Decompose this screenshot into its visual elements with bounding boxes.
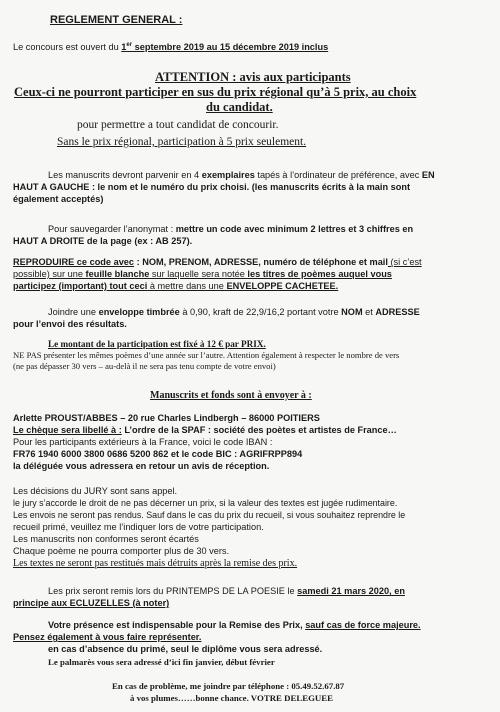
p1-text-b: exemplaires — [201, 170, 255, 180]
p3-text-i: à mettre dans une — [147, 281, 227, 291]
attention-line-2: du candidat. — [206, 100, 273, 114]
jury-line-3: Les envois ne seront pas rendus. Sauf dans le cas du prix du recueil, si vous souhaitez reprendre le — [13, 510, 406, 520]
envoi-cheque — [13, 425, 397, 436]
presence-line-3: en cas d’absence du primé, seul le diplôme vous sera adressé. — [48, 644, 323, 654]
p4-text-e: et — [362, 307, 376, 317]
dates-sup: er — [126, 41, 133, 48]
presence-text-b: sauf cas de force majeure. — [305, 620, 421, 630]
envoi-ext: Pour les participants extérieurs à la France, voici le code IBAN : — [13, 437, 273, 447]
p4-text-c: à 0,90, kraft de 22,9/16,2 portant votre — [179, 307, 342, 317]
p3-line-2 — [13, 269, 392, 280]
jury-line-4: recueil primé, veuillez me l’indiquer lors de votre participation. — [13, 522, 264, 532]
p1-text-f: (les manuscrits écrits à la main sont — [249, 182, 411, 192]
p1-text-c: tapés à l’ordinateur de préférence, avec — [254, 170, 422, 180]
footer-line-1: En cas de problème, me joindre par téléphone : 05.49.52.67.87 — [112, 681, 345, 691]
envoi-address: Arlette PROUST/ABBES – 20 rue Charles Lindbergh – 86000 POITIERS — [13, 413, 320, 423]
jury-line-6: Chaque poème ne pourra comporter plus de 30 vers. — [13, 546, 230, 556]
p3-text-j: ENVELOPPE CACHETEE. — [226, 281, 339, 291]
p1-text-e: HAUT A GAUCHE : le nom et le numéro du prix choisi. — [13, 182, 250, 192]
p4-text-b: enveloppe timbrée — [98, 307, 180, 317]
p3-text-h: participez (important) tout ceci — [13, 281, 148, 291]
p4-text-d: NOM — [341, 307, 363, 317]
p5-line-2: NE PAS présenter les mêmes poèmes d’une année sur l’autre. Attention également à respecter le nombre de vers — [13, 350, 400, 360]
p4-text-a: Joindre une — [48, 307, 99, 317]
p2-text-b: mettre un code avec minimum 2 lettres et 3 chiffres en — [175, 224, 414, 234]
envoi-receipt: la déléguée vous adressera en retour un avis de réception. — [13, 461, 270, 471]
p3-text-d: possible) sur une — [13, 269, 86, 279]
p3-line-1 — [13, 257, 422, 268]
attention-line-3: pour permettre a tout candidat de concourir. — [77, 119, 279, 131]
remise-line-2: principe aux ECLUZELLES (à noter) — [13, 598, 170, 608]
contest-dates — [13, 42, 328, 53]
jury-line-1: Les décisions du JURY sont sans appel. — [13, 486, 178, 496]
p1-line-3: également acceptés) — [13, 194, 104, 204]
p2-line-1 — [48, 224, 413, 235]
remise-line-1 — [48, 586, 405, 597]
p4-text-f: ADRESSE — [375, 307, 420, 317]
jury-line-7: Les textes ne seront pas restitués mais détruits après la remise des prix. — [13, 558, 298, 569]
footer-line-2: à vos plumes……bonne chance. VOTRE DELEGUEE — [130, 693, 334, 703]
p1-line-2 — [13, 182, 410, 193]
presence-line-4: Le palmarès vous sera adressé d’ici fin janvier, début février — [48, 657, 275, 667]
attention-line-4: Sans le prix régional, participation à 5 prix seulement. — [57, 136, 307, 148]
p3-text-g: les titres de poèmes auquel vous — [247, 269, 392, 279]
presence-line-1 — [48, 620, 421, 631]
p3-text-c: (si c’est — [387, 257, 422, 267]
dates-day: 1 — [121, 42, 127, 52]
p5-line-1: Le montant de la participation est fixé à 12 € par PRIX. — [48, 339, 266, 349]
p4-line-1 — [48, 307, 420, 318]
jury-line-2: le jury s’accorde le droit de ne pas décerner un prix, si la valeur des textes est jugée rudimentaire. — [13, 498, 398, 508]
cheque-text: L’ordre de la SPAF : société des poètes et artistes de France… — [121, 425, 397, 435]
p1-line-1 — [48, 170, 435, 181]
p1-text-a: Les manuscrits devront parvenir en 4 — [48, 170, 202, 180]
p3-text-b: : NOM, PRENOM, ADRESSE, numéro de téléphone et mail — [134, 257, 388, 267]
presence-text-a: Votre présence est indispensable pour la Remise des Prix, — [48, 620, 306, 630]
envoi-heading: Manuscrits et fonds sont à envoyer à : — [150, 390, 312, 401]
jury-line-5: Les manuscrits non conformes seront écartés — [13, 534, 199, 544]
remise-text-a: Les prix seront remis lors du PRINTEMPS DE LA POESIE le — [48, 586, 298, 596]
p4-line-2: pour l’envoi des résultats. — [13, 319, 127, 329]
p2-text-a: Pour sauvegarder l’anonymat : — [48, 224, 176, 234]
p2-line-2: HAUT A DROITE de la page (ex : AB 257). — [13, 236, 193, 246]
p3-text-f: sur laquelle sera notée — [149, 269, 248, 279]
dates-range — [121, 42, 328, 52]
p1-text-d: EN — [421, 170, 435, 180]
remise-text-b: samedi 21 mars 2020, en — [297, 586, 405, 596]
attention-heading: ATTENTION : avis aux participants — [155, 70, 351, 84]
dates-rest: septembre 2019 au 15 décembre 2019 inclus — [132, 42, 329, 52]
envoi-iban: FR76 1940 6000 3800 0686 5200 862 et le code BIC : AGRIFRPP894 — [13, 449, 303, 459]
p3-text-a: REPRODUIRE ce code avec — [13, 257, 135, 267]
p3-text-e: feuille blanche — [85, 269, 150, 279]
cheque-label: Le chèque sera libellé à : — [13, 425, 122, 435]
p5-line-3: (ne pas dépasser 30 vers – au-delà il ne sera pas tenu compte de votre envoi) — [13, 361, 276, 371]
presence-line-2: Pensez également à vous faire représenter. — [13, 632, 202, 642]
document-title: REGLEMENT GENERAL : — [50, 14, 183, 26]
attention-line-1: Ceux-ci ne pourront participer en sus du prix régional qu’à 5 prix, au choix — [14, 85, 417, 99]
dates-prefix: Le concours est ouvert du — [13, 42, 122, 52]
p3-line-3 — [13, 281, 338, 292]
